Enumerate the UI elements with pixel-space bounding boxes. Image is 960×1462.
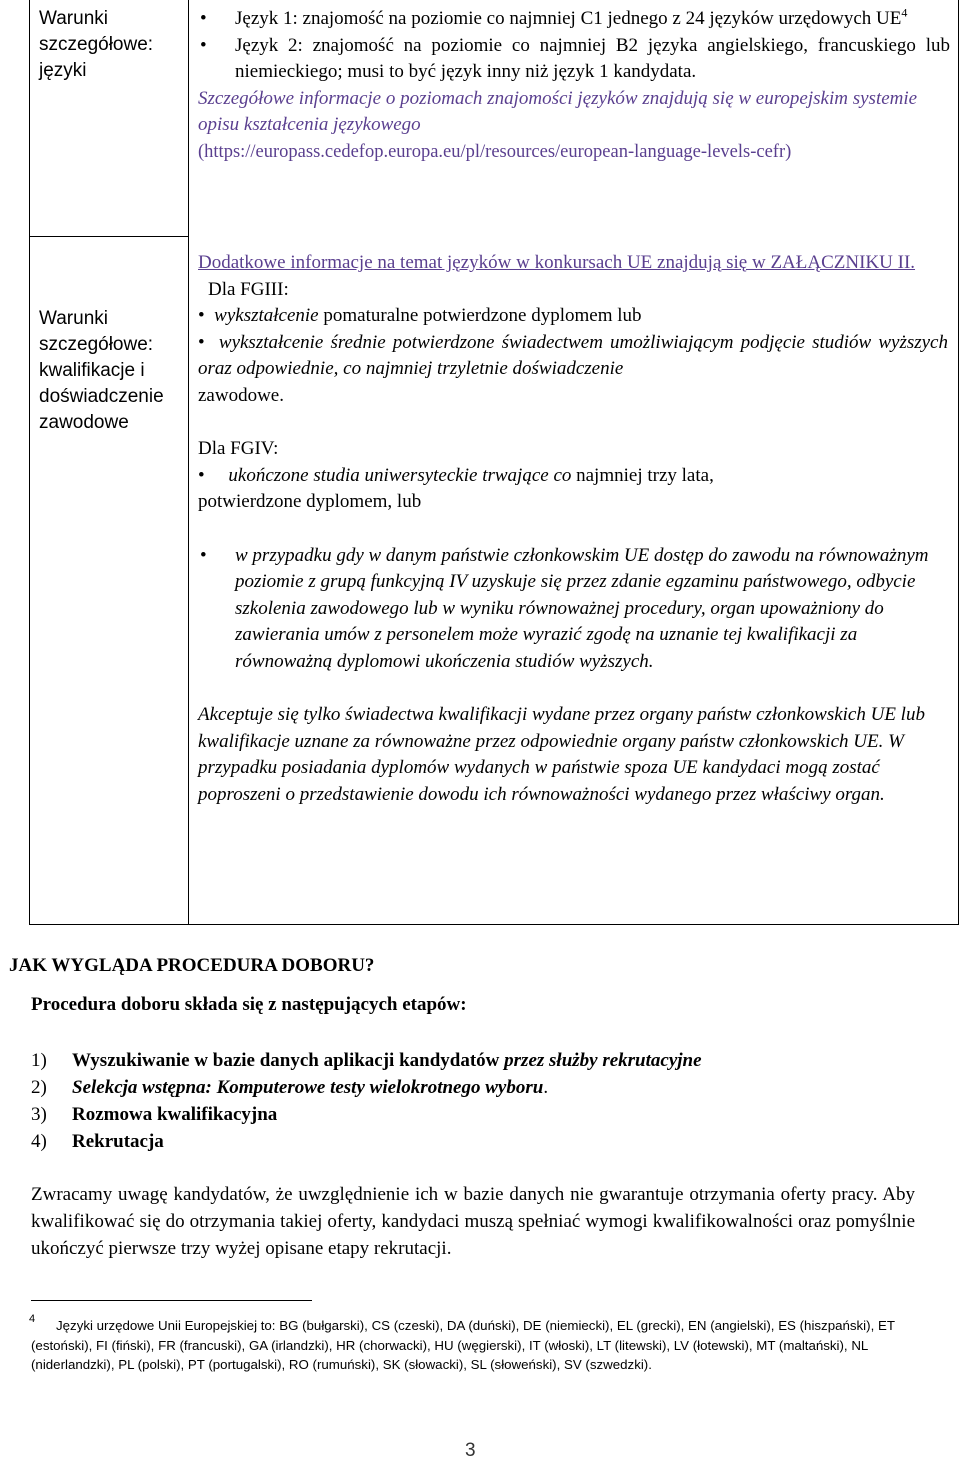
languages-content (198, 6, 950, 165)
fgiv-item-1-cont-text: potwierdzone dyplomem, lub (198, 491, 422, 512)
fgiii-item-2 (198, 330, 948, 383)
fgiii-item-1 (198, 303, 948, 330)
language-1-item (198, 6, 950, 33)
procedure-heading: JAK WYGLĄDA PROCEDURA DOBORU? (9, 955, 375, 976)
step-tail: . (543, 1077, 549, 1098)
procedure-step (31, 1074, 702, 1101)
cefr-link[interactable] (198, 139, 950, 166)
row-label-languages (39, 6, 179, 84)
step-bold-text: Wyszukiwanie w bazie danych aplikacji kandydatów (72, 1050, 500, 1071)
row-label-line: kwalifikacje i (39, 360, 145, 381)
acceptance-note-text: Akceptuje się tylko świadectwa kwalifikacji wydane przez organy państw członkowskich UE lub kwalifikacje uznane za równoważne przez odpowiednie organy państw członkowskich UE. W przypadku posiadania dyplomów wydanych w państwie spoza UE kandydaci mogą zostać poproszeni o przedstawienie dowodu ich równoważności wydanego przez właściwy organ. (198, 704, 925, 805)
fgiii-item-2-end-text: zawodowe. (198, 384, 284, 406)
procedure-steps (31, 1047, 702, 1155)
table-row-divider (29, 236, 188, 237)
row-label-line: zawodowe (39, 412, 129, 433)
cefr-link-text[interactable]: (https://europass.cedefop.europa.eu/pl/resources/european-language-levels-cefr) (198, 141, 792, 162)
bullet-icon: • (200, 8, 207, 29)
language-levels-info (198, 86, 950, 139)
acceptance-note (198, 702, 948, 808)
procedure-note: Zwracamy uwagę kandydatów, że uwzględnienie ich w bazie danych nie gwarantuje otrzymania oferty pracy. Aby kwalifikować się do otrzymania takiej oferty, kandydaci muszą spełniać wymogi kwalifikowalności oraz pomyślnie ukończyć pierwsze trzy wyżej opisane etapy rekrutacji. (31, 1184, 915, 1259)
row-label-line: języki (39, 60, 87, 81)
annex-note[interactable] (198, 250, 948, 277)
language-levels-text: Szczegółowe informacje o poziomach znajomości języków znajdują się w europejskim systemie opisu kształcenia językowego (198, 87, 918, 135)
fgiii-heading-text: Dla FGIII: (208, 278, 289, 300)
language-2-item (198, 33, 950, 86)
fgiii-item-2-text: wykształcenie średnie potwierdzone świadectwem umożliwiającym podjęcie studiów wyższych oraz odpowiednie, co najmniej trzyletnie doświadczenie (198, 331, 948, 379)
step-bold-text: Rekrutacja (72, 1131, 164, 1152)
bullet-icon: • (198, 464, 229, 486)
table-border-bottom (29, 924, 959, 925)
fgiii-item-1-italic: wykształcenie (214, 305, 319, 326)
row-label-line: Warunki (39, 308, 108, 329)
fgiv-item-1-italic: ukończone studia uniwersyteckie trwające co (228, 464, 572, 486)
fgiv-item-1 (198, 463, 948, 490)
step-number: 4) (31, 1131, 47, 1152)
fgiv-item-1-cont (198, 489, 948, 516)
footnote-text: BG (bułgarski), CS (czeski), DA (duński), DE (niemiecki), EL (grecki), EN (angielski), ES (hiszpański), ET (estoński), FI (fiński), FR (francuski), GA (irlandzki), HR (chorwacki), HU (węgierski), IT (włoski), LT (litewski), LV (łotewski), MT (maltański), NL (niderlandzki), PL (polski), PT (portugalski), RO (rumuński), SK (słowacki), SL (słoweński), SV (szwedzki). (31, 1318, 895, 1372)
fgiv-item-2 (198, 543, 948, 676)
footnote-lead: Języki urzędowe Unii Europejskiej to: (56, 1318, 280, 1333)
row-label-qualifications (39, 306, 179, 436)
step-bold-text: Rozmowa kwalifikacyjna (72, 1104, 278, 1125)
table-column-divider (188, 0, 189, 925)
procedure-step (31, 1101, 702, 1128)
row-label-line: szczegółowe: (39, 34, 154, 55)
procedure-step (31, 1128, 702, 1155)
procedure-intro: Procedura doboru składa się z następujących etapów: (31, 994, 467, 1015)
step-italic-text: Selekcja wstępna: Komputerowe testy wielokrotnego wyboru (72, 1077, 544, 1098)
row-label-line: Warunki (39, 8, 108, 29)
annex-note-text[interactable]: Dodatkowe informacje na temat języków w konkursach UE znajdują się w ZAŁĄCZNIKU II. (198, 252, 916, 273)
fgiii-item-1-text: pomaturalne potwierdzone dyplomem lub (318, 305, 642, 326)
language-1-text: Język 1: znajomość na poziomie co najmniej C1 jednego z 24 języków urzędowych UE (235, 8, 902, 29)
fgiv-item-2-text: w przypadku gdy w danym państwie członkowskim UE dostęp do zawodu na równoważnym poziomie z grupą funkcyjną IV uzyskuje się przez zdanie egzaminu państwowego, odbycie szkolenia zawodowego lub w wyniku równoważnej procedury, organ upoważniony do zawierania umów z personelem może wyrazić zgodę na uznanie tej kwalifikacji za równoważną dyplomowi ukończenia studiów wyższych. (235, 544, 929, 672)
qualifications-content (198, 250, 948, 808)
procedure-step (31, 1047, 702, 1074)
step-number: 1) (31, 1050, 47, 1071)
step-italic-text: przez służby rekrutacyjne (499, 1050, 702, 1071)
bullet-icon: • (198, 331, 219, 353)
bullet-icon: • (200, 544, 207, 566)
footnote-mark: 4 (29, 1313, 36, 1325)
row-label-line: szczegółowe: (39, 334, 154, 355)
fgiv-item-1-text: najmniej trzy lata, (571, 464, 714, 486)
page-number: 3 (465, 1440, 476, 1461)
step-number: 2) (31, 1077, 47, 1098)
bullet-icon: • (198, 305, 215, 326)
footnote (29, 1313, 901, 1375)
footnote-reference[interactable]: 4 (901, 5, 908, 20)
fgiv-heading-text: Dla FGIV: (198, 438, 279, 459)
footnote-separator (31, 1300, 312, 1301)
table-border-right (958, 0, 959, 925)
bullet-icon: • (200, 34, 207, 56)
table-border-left (29, 0, 30, 925)
step-number: 3) (31, 1104, 47, 1125)
fgiii-heading (198, 277, 948, 304)
language-2-text: Język 2: znajomość na poziomie co najmniej B2 języka angielskiego, francuskiego lub niemieckiego; musi to być język inny niż język 1 kandydata. (235, 34, 950, 82)
fgiv-heading (198, 436, 948, 463)
fgiii-item-2-end (198, 383, 948, 410)
row-label-line: doświadczenie (39, 386, 164, 407)
